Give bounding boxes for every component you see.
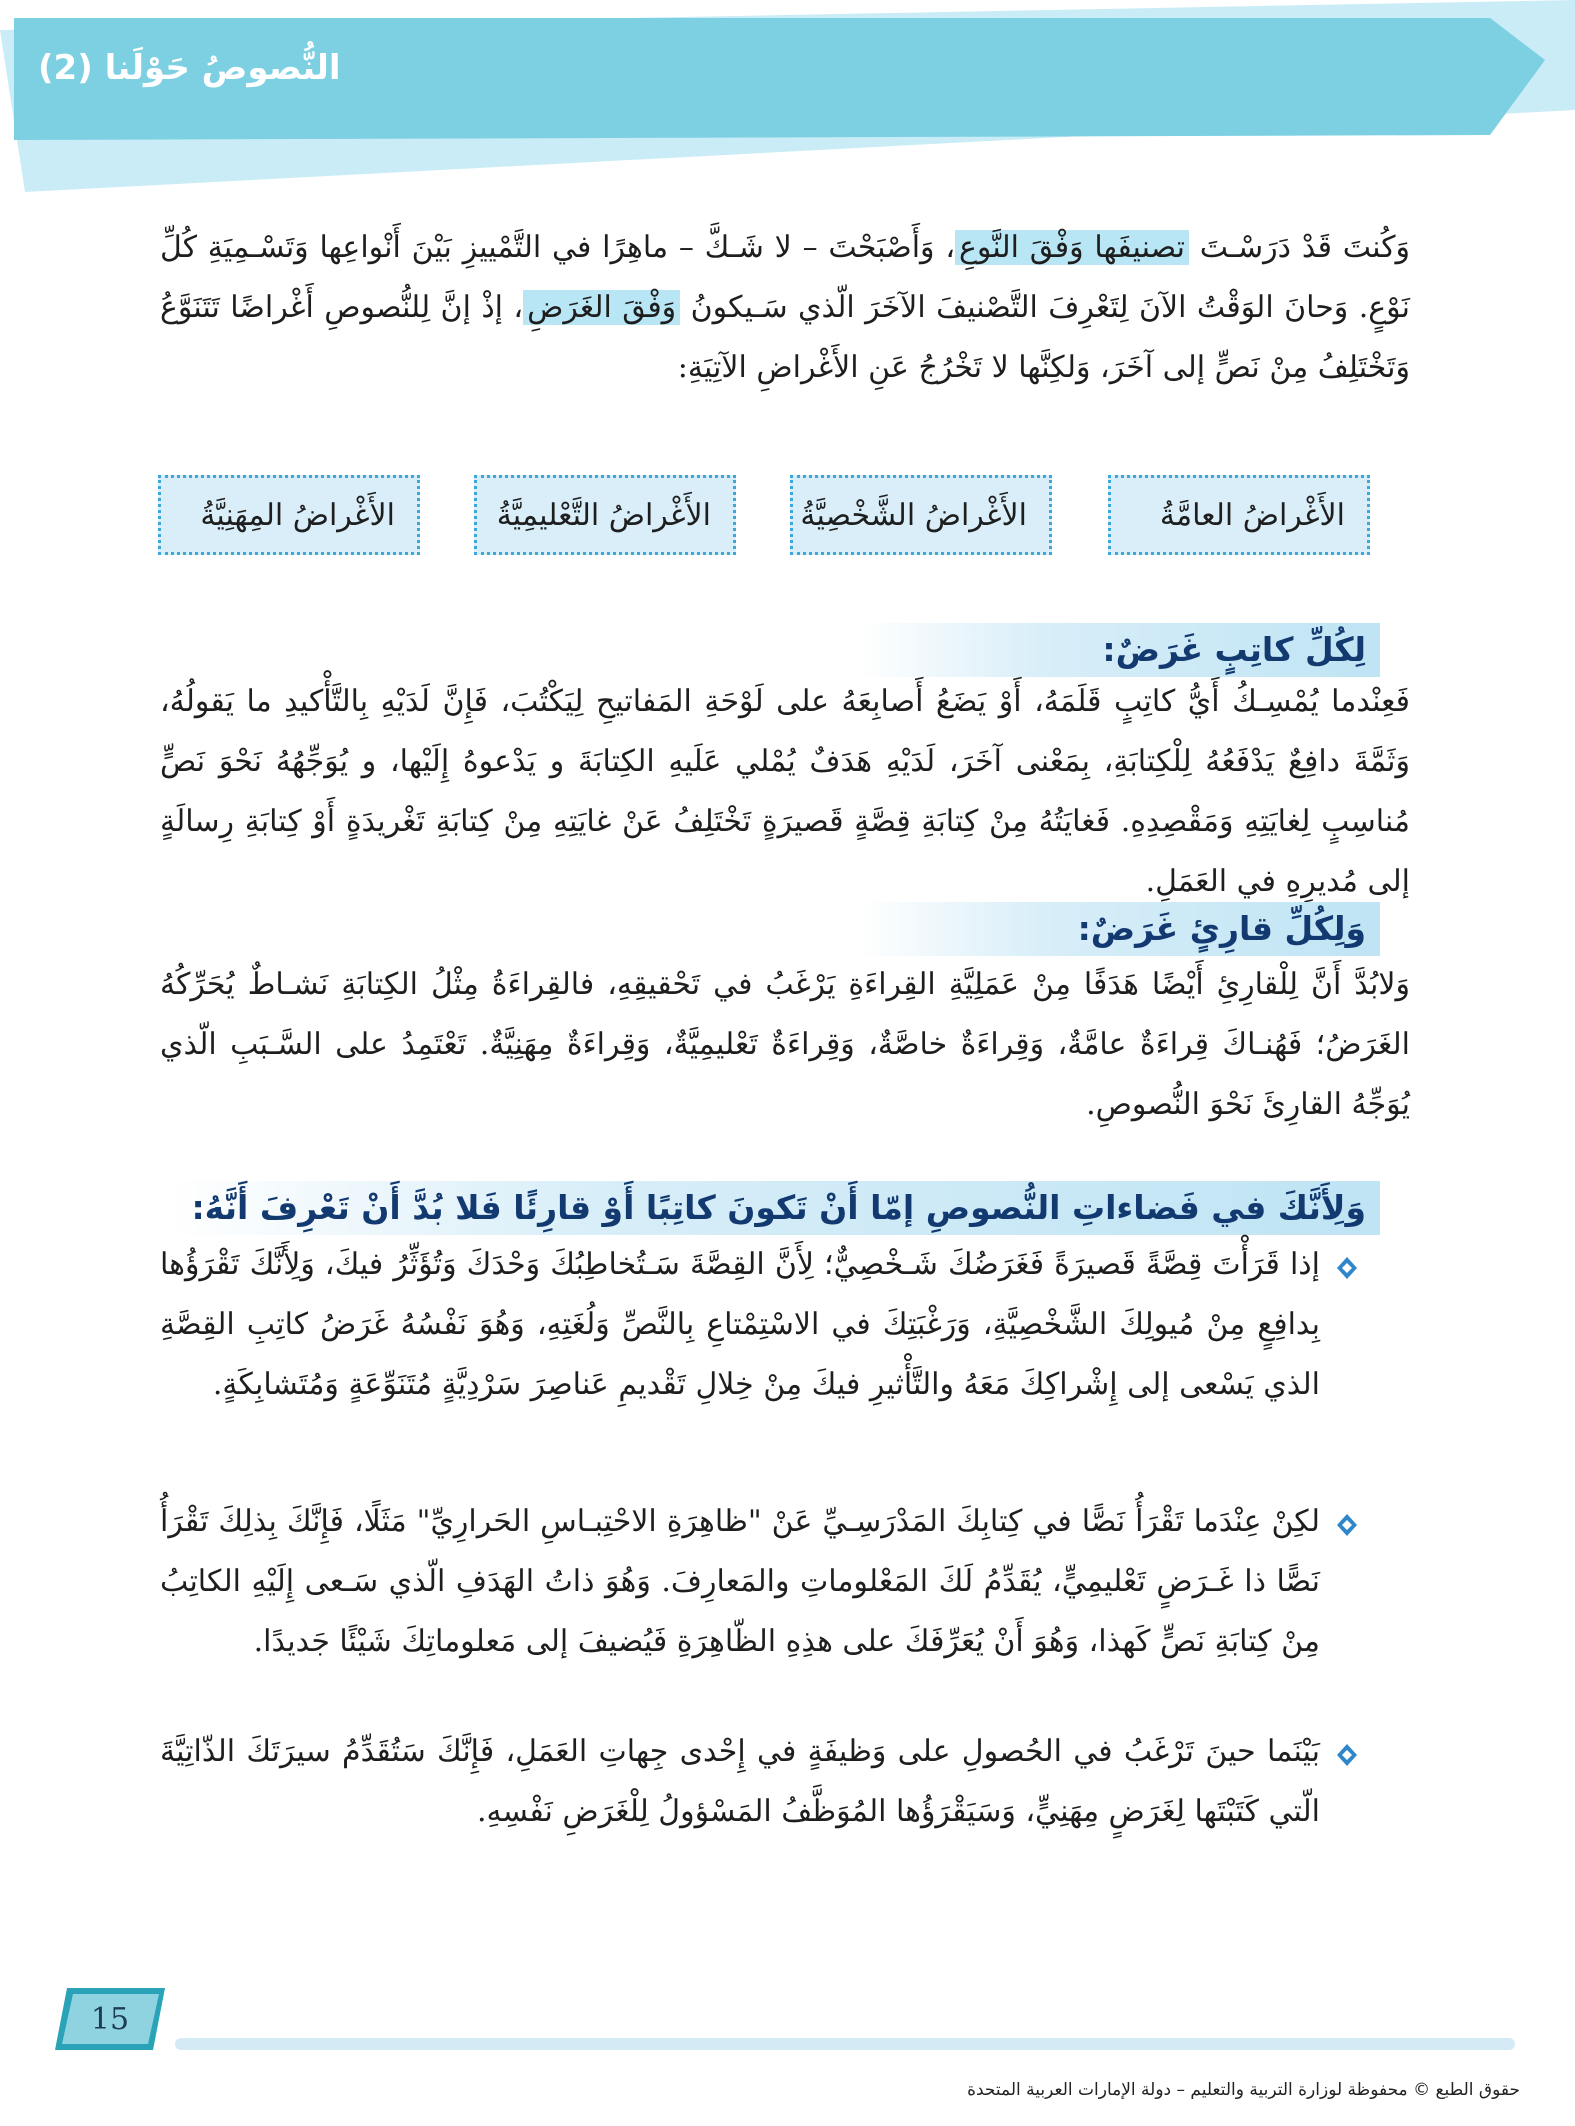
writer-paragraph: فَعِنْدما يُمْسِـكُ أَيُّ كاتِبٍ قَلَمَهُ، أَوْ يَضَعُ أَصابِعَهُ على لَوْحَةِ المَفاتيحِ لِيَكْتُبَ، فَإِنَّ لَدَيْهِ بِالتَّأْكيدِ ما يَقولُهُ، وَثَمَّةَ دافِعٌ يَدْفَعُهُ لِلْكِتابَةِ، بِمَعْنى آخَرَ، لَدَيْهِ هَدَفٌ يُمْلي عَلَيهِ الكِتابَةَ و يَدْعوهُ إِلَيْها، و يُوَجِّهُهُ نَحْوَ نَصٍّ مُناسِبٍ لِغايَتِهِ وَمَقْصِدِهِ. فَغايَتُهُ مِنْ كِتابَةِ قِصَّةٍ قَصيرَةٍ تَخْتَلِفُ عَنْ غايَتِهِ مِنْ كِتابَةِ تَغْريدَةٍ أَوْ كِتابَةِ رِسالَةٍ إلى مُديرِهِ في العَمَلِ. [160, 684, 1411, 899]
intro-line1-post: ، وَأَصْبَحْتَ – لا شَـكَّ – ماهِرًا في التَّمْييزِ بَيْنَ أَنْواعِها وَتَسْـمِيَةِ كُلِّ نَوْعٍ. [160, 230, 1410, 325]
section-heading-reader: وَلِكُلِّ قارِئٍ غَرَضٌ: [860, 902, 1380, 956]
bullet-icon [1334, 1742, 1360, 1768]
bullet-paragraph-personal: إذا قَرَأْتَ قِصَّةً قَصيرَةً فَغَرَضُكَ شَـخْصِيٌّ؛ لِأَنَّ القِصَّةَ سَـتُخاطِبُكَ وَحْدَكَ وَتُؤَثِّرُ فيكَ، وَلِأَنَّكَ تَقْرَؤُها بِدافِعٍ مِنْ مُيولِكَ الشَّخْصِيَّةِ، وَرَغْبَتِكَ في الاسْتِمْتاعِ بِالنَّصِّ وَلُغَتِهِ، وَهُوَ نَفْسُهُ غَرَضُ كاتِبِ القِصَّةِ الذي يَسْعى إلى إِشْراكِكَ مَعَهُ والتَّأْثيرِ فيكَ مِنْ خِلالِ تَقْديمِ عَناصِرَ سَرْدِيَّةٍ مُتَنَوِّعَةٍ وَمُتَشابِكَةٍ. [160, 1247, 1320, 1402]
page-title: النُّصوصُ حَوْلَنا (2) [38, 48, 341, 88]
purpose-box-general: الأَغْراضُ العامَّةُ [1108, 475, 1370, 555]
purpose-box-educational: الأَغْراضُ التَّعْليمِيَّةُ [474, 475, 736, 555]
highlight-by-purpose: وَفْقَ الغَرَضِ [523, 290, 680, 325]
highlight-by-type: تصنيفَها وَفْقَ النَّوعِ [955, 230, 1189, 265]
bullet-icon [1334, 1255, 1360, 1281]
bullet-icon [1334, 1512, 1360, 1538]
intro-paragraph [160, 218, 1410, 398]
bullet-paragraph-professional: بَيْنَما حينَ تَرْغَبُ في الحُصولِ على وَظيفَةٍ في إِحْدى جِهاتِ العَمَلِ، فَإِنَّكَ سَتُقَدِّمُ سيرَتَكَ الذّاتِيَّةَ الّتي كَتَبْتَها لِغَرَضٍ مِهَنِيٍّ، وَسَيَقْرَؤُها المُوَظَّفُ المَسْؤولُ لِلْغَرَضِ نَفْسِهِ. [160, 1734, 1320, 1829]
copyright-notice: حقوق الطبع © محفوظة لوزارة التربية والتعليم – دولة الإمارات العربية المتحدة [967, 2080, 1520, 2100]
page-number: 15 [90, 2001, 130, 2037]
intro-line2-pre: وَحانَ الوَقْتُ الآنَ لِتَعْرِفَ التَّصْنيفَ الآخَرَ الّذي سَـيكونُ [680, 290, 1349, 325]
intro-line2-post: ، إذْ إنَّ لِلنُّصوصِ أَغْراضًا تَتَنَوَّعُ وَتَخْتَلِفُ مِنْ نَصٍّ إلى آخَرَ، وَلكِنَّها لا تَخْرُجُ عَنِ الأَغْراضِ الآتِيَةِ: [160, 290, 1410, 385]
footer-rule [175, 2038, 1515, 2050]
section-heading-text-space: وَلِأَنَّكَ في فَضاءاتِ النُّصوصِ إمّا أَنْ تَكونَ كاتِبًا أَوْ قارِئًا فَلا بُدَّ أَنْ تَعْرِفَ أَنَّهُ: [170, 1181, 1380, 1235]
section-heading-writer: لِكُلِّ كاتِبٍ غَرَضٌ: [860, 623, 1380, 677]
reader-paragraph: وَلابُدَّ أَنَّ لِلْقارِئِ أَيْضًا هَدَفًا مِنْ عَمَلِيَّةِ القِراءَةِ يَرْغَبُ في تَحْقيقِهِ، فالقِراءَةُ مِثْلُ الكِتابَةِ نَشـاطٌ يُحَرِّكُهُ الغَرَضُ؛ فَهُنـاكَ قِراءَةٌ عامَّةٌ، وَقِراءَةٌ خاصَّةٌ، وَقِراءَةٌ تَعْليمِيَّةٌ، وَقِراءَةٌ مِهَنِيَّةٌ. تَعْتَمِدُ على السَّـبَبِ الّذي يُوَجِّهُ القارِئَ نَحْوَ النُّصوصِ. [160, 967, 1410, 1122]
bullet-paragraph-educational: لكِنْ عِنْدَما تَقْرَأُ نَصًّا في كِتابِكَ المَدْرَسِـيِّ عَنْ "ظاهِرَةِ الاحْتِبـاسِ الحَرارِيِّ" مَثَلًا، فَإِنَّكَ بِذلِكَ تَقْرَأُ نَصًّا ذا غَـرَضٍ تَعْليمِيٍّ، يُقَدِّمُ لَكَ المَعْلوماتِ والمَعارِفَ. وَهُوَ ذاتُ الهَدَفِ الّذي سَـعى إِلَيْهِ الكاتِبُ مِنْ كِتابَةِ نَصٍّ كَهذا، وَهُوَ أَنْ يُعَرِّفَكَ على هذِهِ الظّاهِرَةِ فَيُضيفَ إلى مَعلوماتِكَ شَيْئًا جَديدًا. [160, 1504, 1320, 1659]
header-banner [0, 0, 1575, 200]
purpose-box-personal: الأَغْراضُ الشَّخْصِيَّةُ [790, 475, 1052, 555]
intro-line1-pre: وَكُنتَ قَدْ دَرَسْـتَ [1189, 230, 1410, 265]
purpose-box-professional: الأَغْراضُ المِهَنِيَّةُ [158, 475, 420, 555]
